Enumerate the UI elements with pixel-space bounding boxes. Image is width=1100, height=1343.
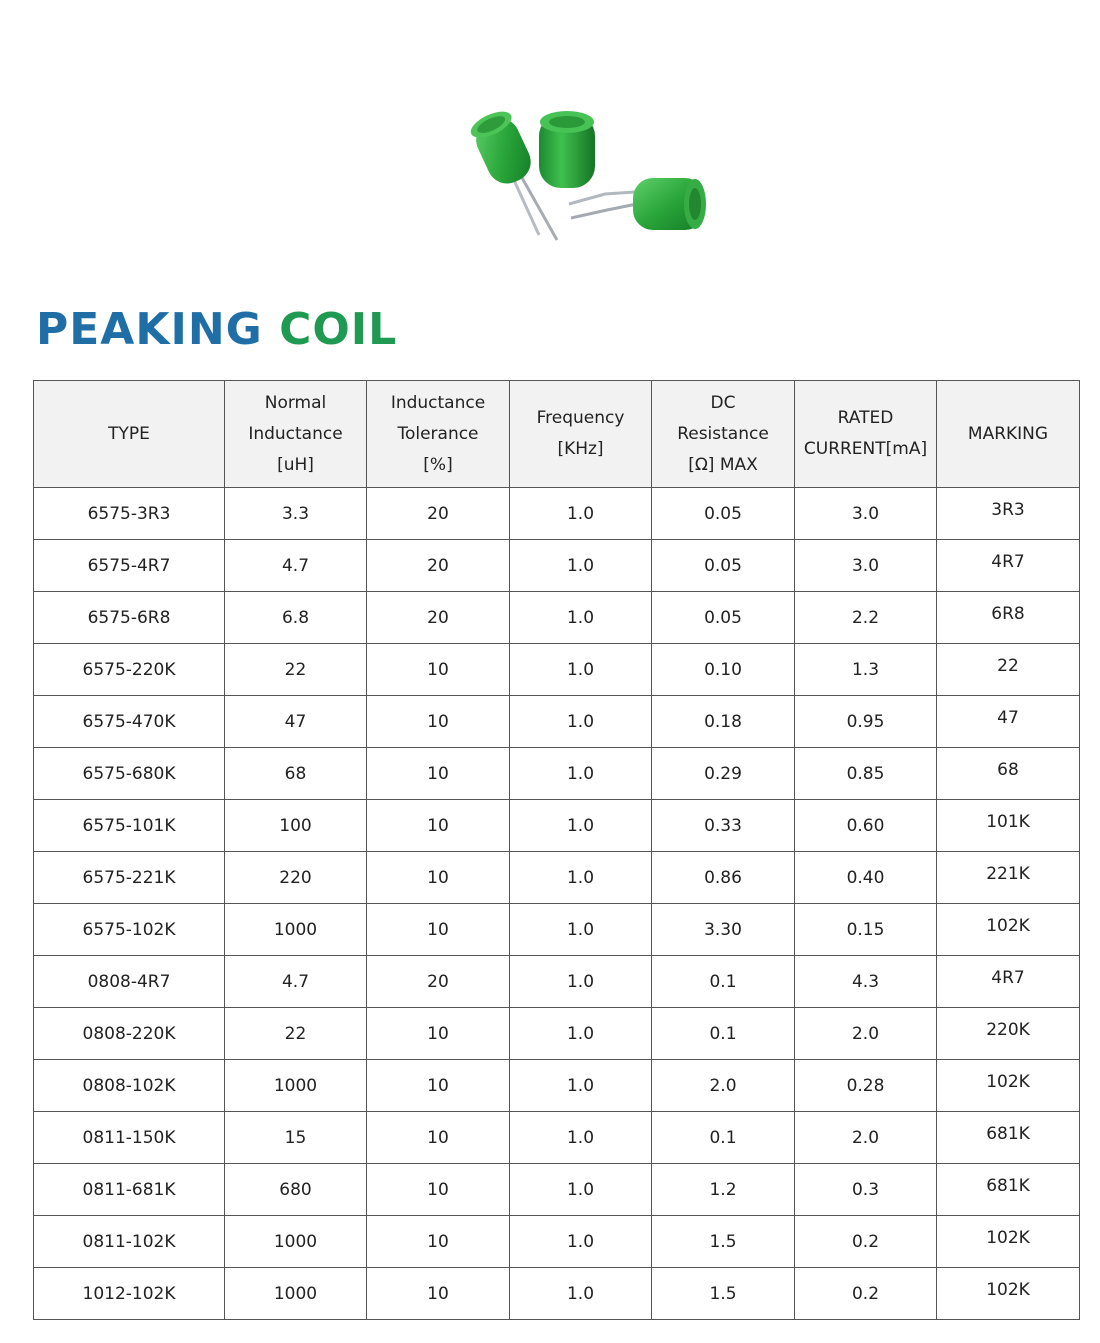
page-title (36, 300, 397, 360)
marking-text: 102K (986, 1071, 1030, 1092)
cell-type: 6575-102K (34, 904, 225, 956)
cell-tolerance: 10 (367, 1216, 510, 1268)
cell-rated-current: 0.85 (795, 748, 937, 800)
marking-text: 47 (997, 707, 1019, 728)
spec-table (33, 380, 1080, 1320)
table-row (34, 852, 1080, 904)
cell-rated-current: 1.3 (795, 644, 937, 696)
cell-tolerance: 10 (367, 1060, 510, 1112)
cell-frequency: 1.0 (510, 1164, 652, 1216)
cell-dc-resistance: 0.1 (652, 1112, 795, 1164)
cell-marking (937, 488, 1080, 540)
cell-inductance: 22 (225, 1008, 367, 1060)
cell-type: 1012-102K (34, 1268, 225, 1320)
table-row (34, 1216, 1080, 1268)
cell-rated-current: 0.15 (795, 904, 937, 956)
cell-rated-current: 0.40 (795, 852, 937, 904)
cell-type: 0811-681K (34, 1164, 225, 1216)
marking-text: 4R7 (991, 967, 1025, 988)
cell-dc-resistance: 0.33 (652, 800, 795, 852)
marking-text: 6R8 (991, 603, 1025, 624)
cell-type: 0811-102K (34, 1216, 225, 1268)
cell-type: 0811-150K (34, 1112, 225, 1164)
cell-dc-resistance: 1.2 (652, 1164, 795, 1216)
cell-inductance: 220 (225, 852, 367, 904)
cell-rated-current: 0.60 (795, 800, 937, 852)
marking-text: 220K (986, 1019, 1030, 1040)
cell-dc-resistance: 0.1 (652, 1008, 795, 1060)
header-rated-current: RATED CURRENT[mA] (795, 381, 937, 488)
cell-marking (937, 956, 1080, 1008)
cell-marking (937, 1216, 1080, 1268)
cell-dc-resistance: 3.30 (652, 904, 795, 956)
cell-tolerance: 20 (367, 540, 510, 592)
marking-text: 681K (986, 1123, 1030, 1144)
cell-tolerance: 10 (367, 1112, 510, 1164)
cell-marking (937, 904, 1080, 956)
cell-dc-resistance: 0.05 (652, 540, 795, 592)
cell-rated-current: 3.0 (795, 540, 937, 592)
cell-dc-resistance: 1.5 (652, 1216, 795, 1268)
marking-text: 681K (986, 1175, 1030, 1196)
cell-frequency: 1.0 (510, 852, 652, 904)
cell-tolerance: 10 (367, 1008, 510, 1060)
cell-marking (937, 1060, 1080, 1112)
header-tolerance: Inductance Tolerance [%] (367, 381, 510, 488)
cell-type: 0808-4R7 (34, 956, 225, 1008)
table-row (34, 1268, 1080, 1320)
cell-type: 0808-102K (34, 1060, 225, 1112)
table-row (34, 696, 1080, 748)
cell-rated-current: 2.0 (795, 1112, 937, 1164)
cell-marking (937, 1268, 1080, 1320)
cell-type: 6575-470K (34, 696, 225, 748)
cell-inductance: 100 (225, 800, 367, 852)
cell-frequency: 1.0 (510, 748, 652, 800)
table-row (34, 644, 1080, 696)
cell-tolerance: 10 (367, 644, 510, 696)
cell-rated-current: 0.2 (795, 1216, 937, 1268)
cell-frequency: 1.0 (510, 696, 652, 748)
header-dc-resistance: DC Resistance [Ω] MAX (652, 381, 795, 488)
cell-type: 6575-4R7 (34, 540, 225, 592)
cell-dc-resistance: 0.05 (652, 488, 795, 540)
table-row (34, 540, 1080, 592)
cell-marking (937, 1164, 1080, 1216)
cell-type: 6575-221K (34, 852, 225, 904)
header-type: TYPE (34, 381, 225, 488)
cell-marking (937, 1112, 1080, 1164)
cell-type: 6575-101K (34, 800, 225, 852)
cell-type: 6575-3R3 (34, 488, 225, 540)
cell-inductance: 4.7 (225, 956, 367, 1008)
cell-dc-resistance: 0.10 (652, 644, 795, 696)
cell-frequency: 1.0 (510, 488, 652, 540)
cell-tolerance: 10 (367, 1268, 510, 1320)
cell-frequency: 1.0 (510, 644, 652, 696)
cell-inductance: 1000 (225, 1268, 367, 1320)
cell-tolerance: 10 (367, 904, 510, 956)
cell-inductance: 6.8 (225, 592, 367, 644)
cell-dc-resistance: 2.0 (652, 1060, 795, 1112)
cell-marking (937, 592, 1080, 644)
cell-inductance: 1000 (225, 1060, 367, 1112)
marking-text: 101K (986, 811, 1030, 832)
cell-marking (937, 696, 1080, 748)
table-row (34, 1060, 1080, 1112)
cell-frequency: 1.0 (510, 1008, 652, 1060)
cell-dc-resistance: 0.18 (652, 696, 795, 748)
title-word-coil: COIL (279, 304, 398, 355)
table-row (34, 748, 1080, 800)
cell-inductance: 3.3 (225, 488, 367, 540)
marking-text: 68 (997, 759, 1019, 780)
table-row (34, 1112, 1080, 1164)
marking-text: 3R3 (991, 499, 1025, 520)
marking-text: 22 (997, 655, 1019, 676)
cell-frequency: 1.0 (510, 800, 652, 852)
marking-text: 102K (986, 915, 1030, 936)
marking-text: 221K (986, 863, 1030, 884)
cell-rated-current: 0.2 (795, 1268, 937, 1320)
cell-frequency: 1.0 (510, 956, 652, 1008)
cell-type: 6575-680K (34, 748, 225, 800)
title-word-peaking: PEAKING (36, 304, 263, 355)
table-row (34, 800, 1080, 852)
cell-inductance: 1000 (225, 904, 367, 956)
inductor-product-image (455, 100, 715, 250)
cell-marking (937, 852, 1080, 904)
cell-dc-resistance: 0.1 (652, 956, 795, 1008)
cell-tolerance: 20 (367, 956, 510, 1008)
cell-marking (937, 748, 1080, 800)
cell-marking (937, 644, 1080, 696)
cell-tolerance: 10 (367, 748, 510, 800)
cell-tolerance: 10 (367, 852, 510, 904)
cell-type: 0808-220K (34, 1008, 225, 1060)
cell-dc-resistance: 0.29 (652, 748, 795, 800)
cell-rated-current: 0.3 (795, 1164, 937, 1216)
cell-type: 6575-6R8 (34, 592, 225, 644)
cell-inductance: 68 (225, 748, 367, 800)
cell-rated-current: 3.0 (795, 488, 937, 540)
table-header-row (34, 381, 1080, 488)
cell-tolerance: 20 (367, 488, 510, 540)
cell-dc-resistance: 0.86 (652, 852, 795, 904)
cell-inductance: 22 (225, 644, 367, 696)
cell-frequency: 1.0 (510, 1216, 652, 1268)
marking-text: 102K (986, 1279, 1030, 1300)
header-marking: MARKING (937, 381, 1080, 488)
header-inductance: Normal Inductance [uH] (225, 381, 367, 488)
table-row (34, 956, 1080, 1008)
cell-frequency: 1.0 (510, 904, 652, 956)
cell-rated-current: 0.95 (795, 696, 937, 748)
table-row (34, 1164, 1080, 1216)
cell-marking (937, 540, 1080, 592)
marking-text: 4R7 (991, 551, 1025, 572)
cell-frequency: 1.0 (510, 592, 652, 644)
cell-tolerance: 10 (367, 1164, 510, 1216)
cell-tolerance: 10 (367, 696, 510, 748)
cell-dc-resistance: 1.5 (652, 1268, 795, 1320)
cell-inductance: 47 (225, 696, 367, 748)
cell-rated-current: 4.3 (795, 956, 937, 1008)
cell-inductance: 1000 (225, 1216, 367, 1268)
cell-rated-current: 2.2 (795, 592, 937, 644)
cell-marking (937, 800, 1080, 852)
cell-frequency: 1.0 (510, 1060, 652, 1112)
marking-text: 102K (986, 1227, 1030, 1248)
header-frequency: Frequency [KHz] (510, 381, 652, 488)
table-row (34, 904, 1080, 956)
cell-frequency: 1.0 (510, 1112, 652, 1164)
cell-tolerance: 20 (367, 592, 510, 644)
cell-dc-resistance: 0.05 (652, 592, 795, 644)
cell-rated-current: 0.28 (795, 1060, 937, 1112)
cell-marking (937, 1008, 1080, 1060)
cell-type: 6575-220K (34, 644, 225, 696)
cell-frequency: 1.0 (510, 540, 652, 592)
cell-inductance: 4.7 (225, 540, 367, 592)
table-row (34, 488, 1080, 540)
cell-inductance: 680 (225, 1164, 367, 1216)
table-row (34, 592, 1080, 644)
cell-frequency: 1.0 (510, 1268, 652, 1320)
cell-inductance: 15 (225, 1112, 367, 1164)
cell-tolerance: 10 (367, 800, 510, 852)
cell-rated-current: 2.0 (795, 1008, 937, 1060)
table-row (34, 1008, 1080, 1060)
